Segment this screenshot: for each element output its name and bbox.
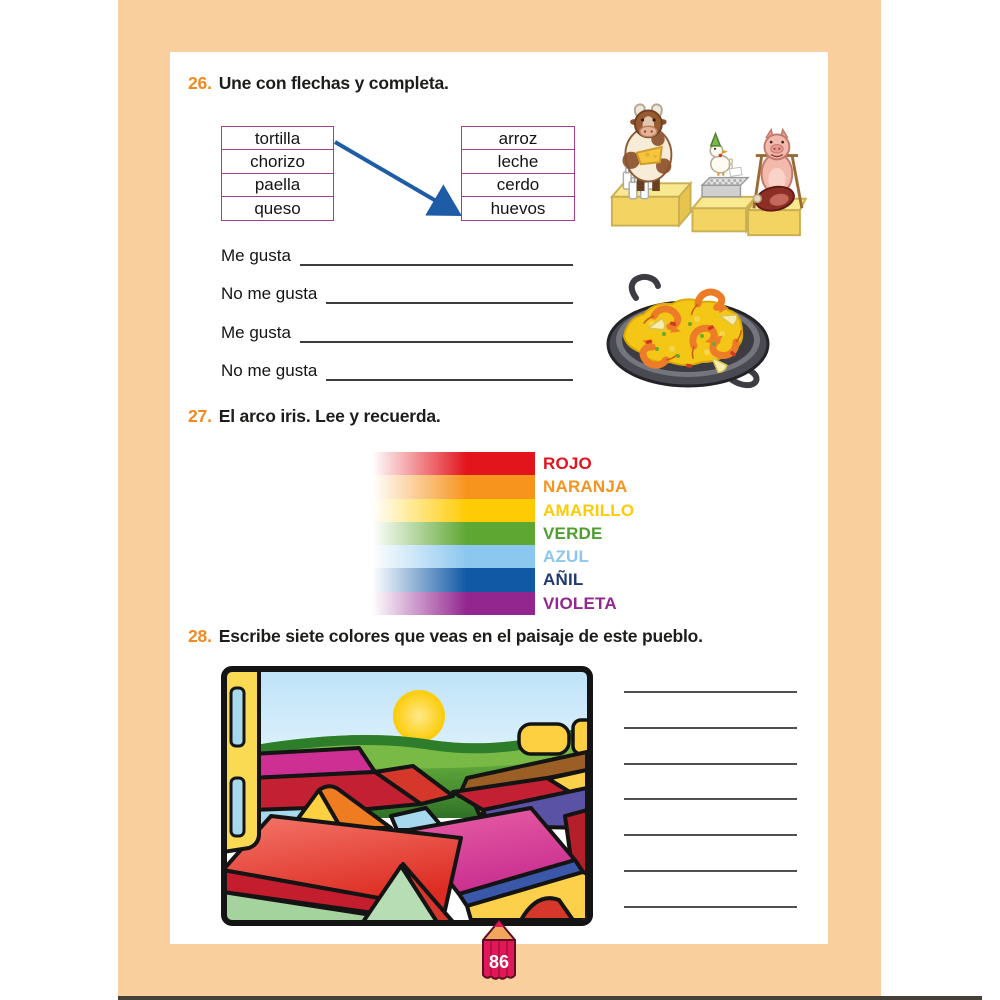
exercise-28-title: Escribe siete colores que veas en el paisaje de este pueblo. [218,626,703,646]
rainbow-bar-añil [372,568,535,591]
rainbow-label-naranja: NARANJA [543,477,628,497]
match-word-leche[interactable]: leche [461,149,575,174]
rainbow-bar-verde [372,522,535,545]
fill-in-row [221,323,573,343]
bull-figurine [612,104,691,225]
fill-in-prompt: Me gusta [221,246,291,265]
color-answer-lines [624,691,797,942]
sun [393,690,445,742]
paella-pan-illustration [602,264,774,392]
fill-in-row [221,246,573,266]
fill-in-prompt: No me gusta [221,361,318,381]
blank-answer-line[interactable] [300,246,573,266]
match-right-column [461,126,575,221]
rainbow-color-bars [372,452,535,615]
match-word-paella[interactable]: paella [221,173,334,198]
match-word-huevos[interactable]: huevos [461,196,575,221]
rainbow-label-violeta: VIOLETA [543,593,617,613]
page-number-pencil-icon [475,917,523,985]
match-word-cerdo[interactable]: cerdo [461,173,575,198]
color-answer-line[interactable] [624,906,797,908]
color-answer-line[interactable] [624,834,797,836]
rainbow-label-amarillo: AMARILLO [543,500,635,520]
blank-answer-line[interactable] [300,323,573,343]
exercise-28-number: 28. [188,626,212,646]
rainbow-label-verde: VERDE [543,523,603,543]
fill-in-prompt: No me gusta [221,284,318,304]
exercise-27-title: El arco iris. Lee y recuerda. [218,406,441,426]
match-word-queso[interactable]: queso [221,196,334,221]
color-answer-line[interactable] [624,798,797,800]
rainbow-bar-azul [372,545,535,568]
color-answer-line[interactable] [624,691,797,693]
likes-fill-in-section [221,246,573,400]
exercise-26-number: 26. [188,73,212,93]
exercise-27-number: 27. [188,406,212,426]
exercise-26-header [188,73,449,94]
rainbow-bar-amarillo [372,499,535,522]
color-answer-line[interactable] [624,870,797,872]
rainbow-label-rojo: ROJO [543,454,592,473]
exercise-28-header [188,626,703,647]
match-left-column [221,126,334,221]
color-answer-line[interactable] [624,727,797,729]
rainbow-label-añil: AÑIL [543,570,584,590]
fill-in-row [221,361,573,381]
rainbow-bar-violeta [372,592,535,615]
blank-answer-line[interactable] [326,284,573,304]
match-word-arroz[interactable]: arroz [461,126,575,151]
match-word-chorizo[interactable]: chorizo [221,149,334,174]
blank-answer-line[interactable] [326,361,573,381]
match-arrow [331,133,471,228]
page-number: 86 [488,952,510,972]
exercise-27-header [188,406,441,427]
exercise-26-title: Une con flechas y completa. [218,73,449,93]
rainbow-color-labels [543,452,634,615]
village-landscape-illustration [221,666,593,926]
pig-figurine [748,130,806,236]
fill-in-prompt: Me gusta [221,322,291,342]
rainbow-bar-rojo [372,452,535,475]
page-bottom-edge [118,996,982,1000]
chicken-figurine [692,133,755,231]
bull-chicken-pig-figurines-illustration [598,97,810,239]
rainbow-label-azul: AZUL [543,547,590,567]
match-word-tortilla[interactable]: tortilla [221,126,334,151]
color-answer-line[interactable] [624,763,797,765]
fill-in-row [221,284,573,304]
rainbow-bar-naranja [372,475,535,498]
